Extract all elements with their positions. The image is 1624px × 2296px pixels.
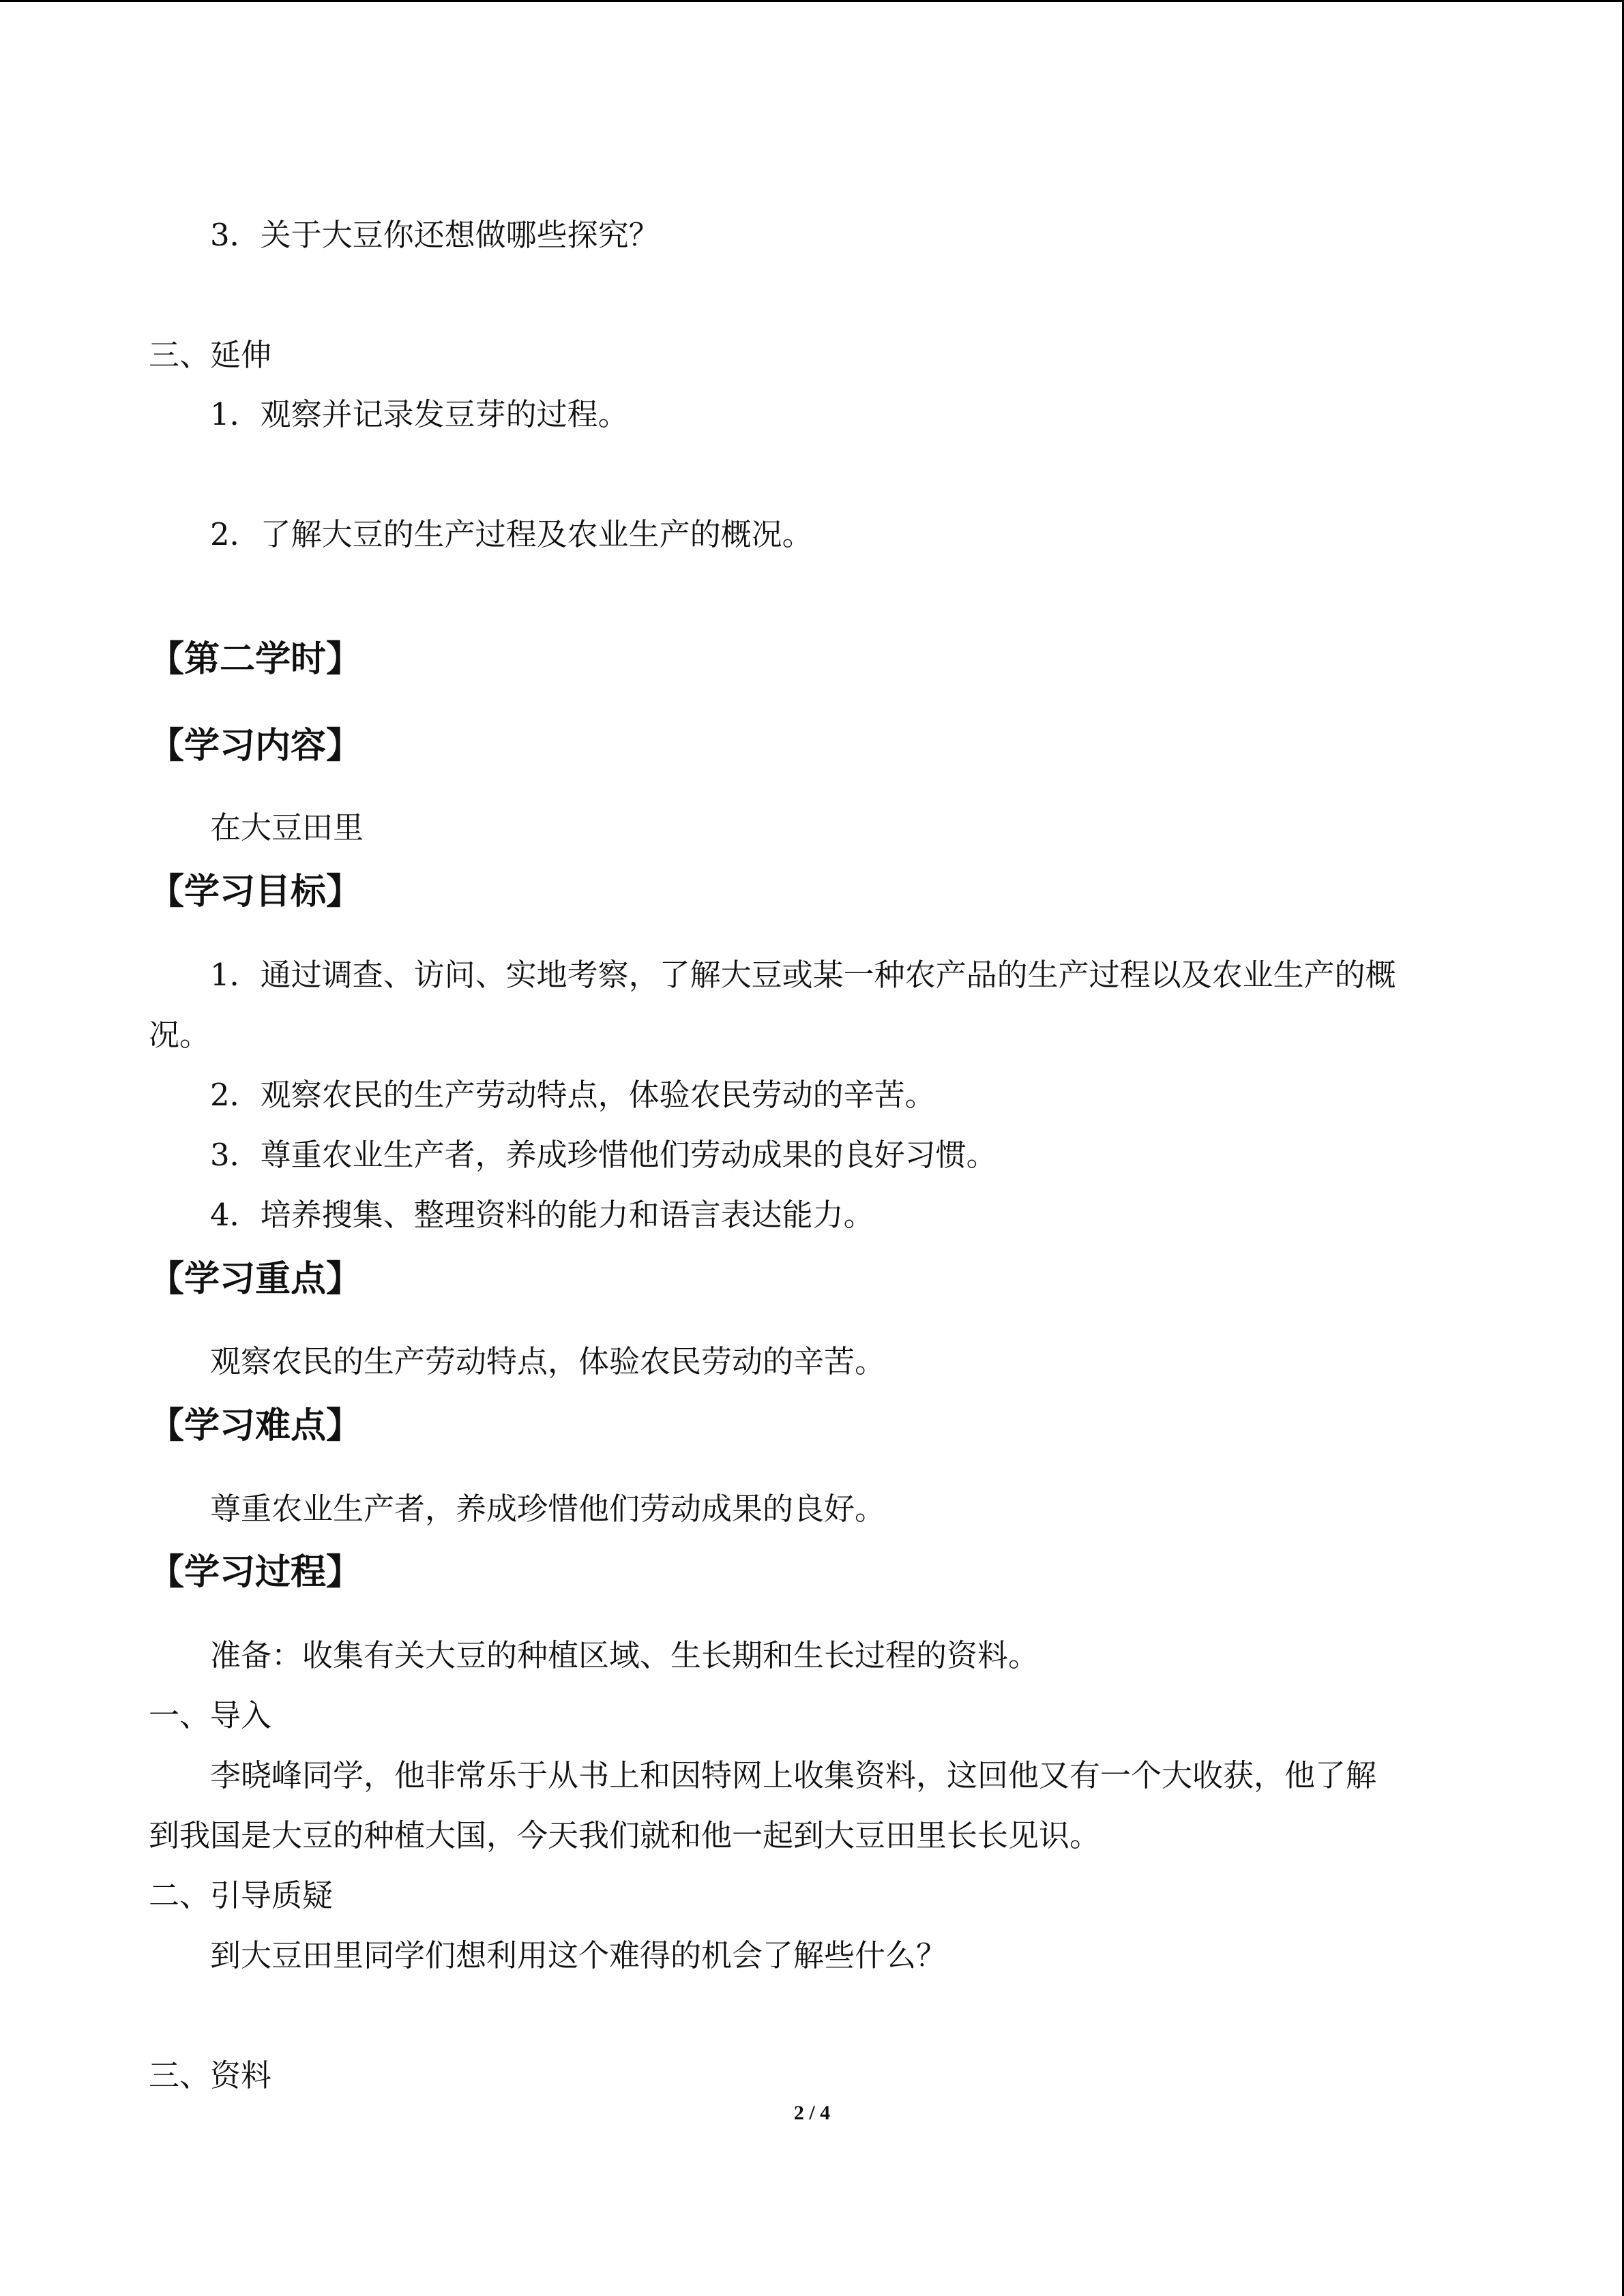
section-extend-heading: 三、延伸 bbox=[149, 337, 272, 373]
lesson-2-heading: 【第二学时】 bbox=[149, 639, 362, 680]
content-text: 在大豆田里 bbox=[210, 809, 364, 846]
intro-line-1: 李晓峰同学，他非常乐于从书上和因特网上收集资料，这回他又有一个大收获，他了解 bbox=[210, 1757, 1377, 1793]
section-intro-heading: 一、导入 bbox=[149, 1697, 272, 1733]
process-heading: 【学习过程】 bbox=[149, 1552, 362, 1593]
key-point-text: 观察农民的生产劳动特点，体验农民劳动的辛苦。 bbox=[210, 1343, 886, 1380]
page-number: 2 / 4 bbox=[793, 2102, 831, 2124]
goal-1-line-1: 1．通过调查、访问、实地考察，了解大豆或某一种农产品的生产过程以及农业生产的概 bbox=[210, 957, 1396, 993]
section-material-heading: 三、资料 bbox=[149, 2057, 272, 2093]
section-guide-heading: 二、引导质疑 bbox=[149, 1877, 334, 1913]
difficulty-text: 尊重农业生产者，养成珍惜他们劳动成果的良好。 bbox=[210, 1491, 886, 1527]
key-point-heading: 【学习重点】 bbox=[149, 1259, 362, 1300]
guide-text: 到大豆田里同学们想利用这个难得的机会了解些什么？ bbox=[210, 1937, 947, 1973]
content-heading: 【学习内容】 bbox=[149, 726, 362, 766]
intro-line-2: 到我国是大豆的种植大国，今天我们就和他一起到大豆田里长长见识。 bbox=[149, 1817, 1101, 1853]
goal-1-line-2: 况。 bbox=[149, 1017, 211, 1053]
goal-3: 3．尊重农业生产者，养成珍惜他们劳动成果的良好习惯。 bbox=[210, 1137, 997, 1173]
extend-item-1: 1．观察并记录发豆芽的过程。 bbox=[210, 396, 629, 432]
prev-question-3: 3．关于大豆你还想做哪些探究？ bbox=[210, 217, 660, 253]
extend-item-2: 2．了解大豆的生产过程及农业生产的概况。 bbox=[210, 516, 813, 552]
goals-heading: 【学习目标】 bbox=[149, 871, 362, 912]
preparation-text: 准备：收集有关大豆的种植区域、生长期和生长过程的资料。 bbox=[210, 1637, 1039, 1673]
goal-2: 2．观察农民的生产劳动特点，体验农民劳动的辛苦。 bbox=[210, 1077, 936, 1113]
difficulty-heading: 【学习难点】 bbox=[149, 1405, 362, 1446]
goal-4: 4．培养搜集、整理资料的能力和语言表达能力。 bbox=[210, 1197, 874, 1233]
